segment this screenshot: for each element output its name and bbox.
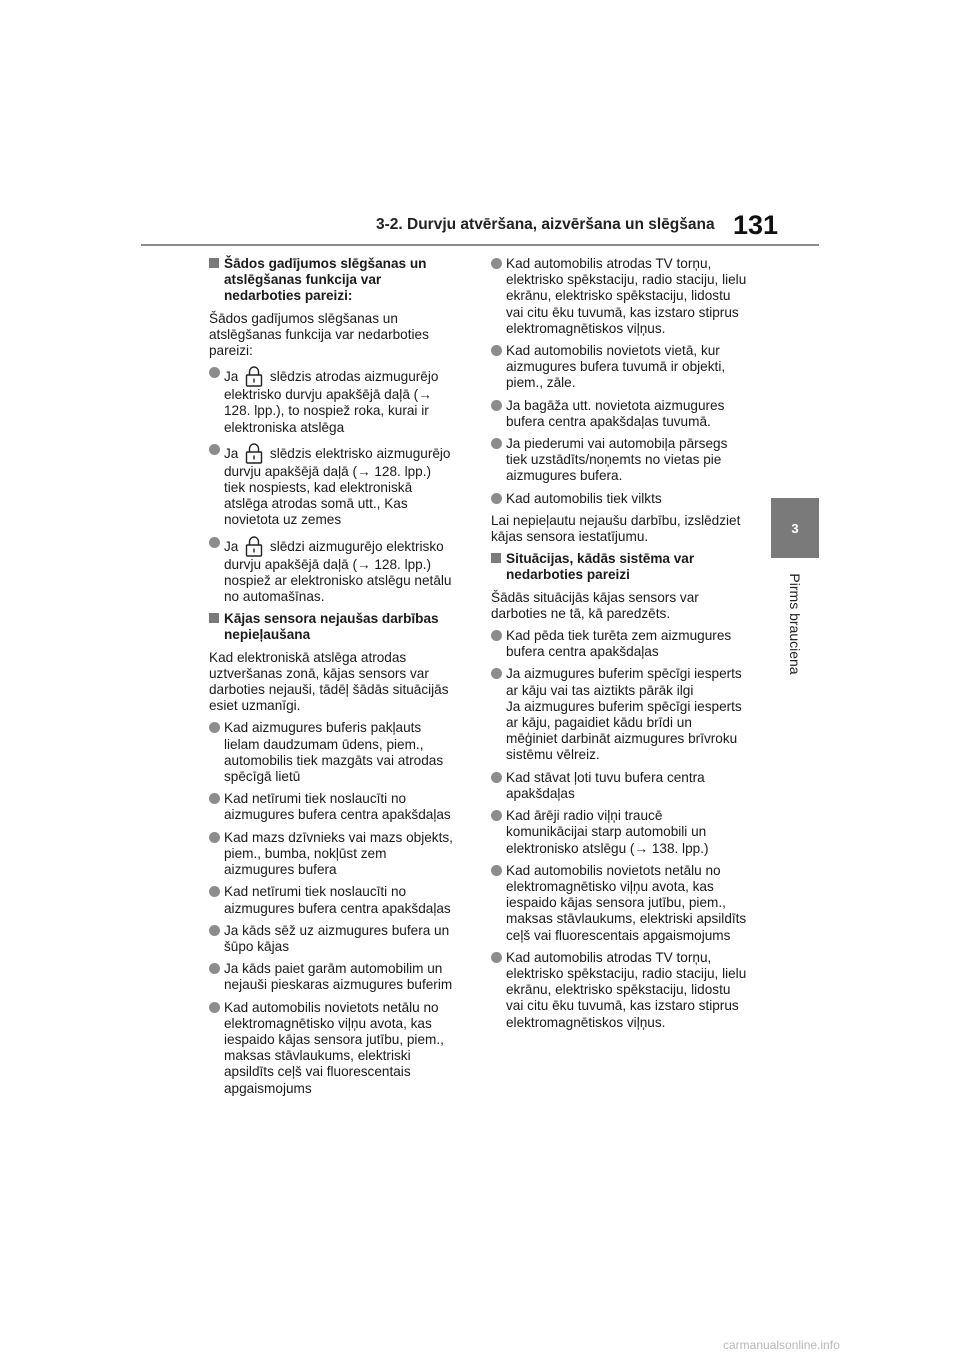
list-item: Kad ārēji radio viļņi traucē komunikācijai starp automobili un elektronisko atslēgu (→ 138. lpp.) bbox=[491, 808, 747, 857]
list-item: Kad automobilis novietots netālu no elektromagnētisko viļņu avota, kas iespaido kājas sensora jutību, piem., maksas stāvlaukums, elektriski apsildīts ceļš vai fluorescentais apgaismojums bbox=[491, 863, 747, 944]
chapter-label: Pirms brauciena bbox=[787, 573, 803, 675]
paragraph: Lai nepieļautu nejaušu darbību, izslēdziet kājas sensora iestatījumu. bbox=[491, 512, 741, 545]
bullet-dot-icon bbox=[491, 772, 502, 783]
bullet-dot-icon bbox=[491, 400, 502, 411]
bullet-dot-icon bbox=[209, 367, 220, 378]
bullet-dot-icon bbox=[491, 345, 502, 356]
section-title: 3-2. Durvju atvēršana, aizvēršana un slēgšana bbox=[376, 216, 715, 233]
bullet-dot-icon bbox=[491, 630, 502, 641]
section-heading: Kājas sensora nejaušas darbības nepieļaušana bbox=[209, 611, 455, 643]
bullet-dot-icon bbox=[209, 832, 220, 843]
list-item: Ja slēdzis atrodas aizmugurējo elektrisko durvju apakšējā daļā (→ 128. lpp.), to nospiež roka, kurai ir elektroniska atslēga bbox=[209, 365, 455, 436]
list-item: Ja bagāža utt. novietota aizmugures bufera centra apakšdaļas tuvumā. bbox=[491, 398, 747, 430]
chapter-tab bbox=[771, 498, 819, 558]
page-number: 131 bbox=[733, 210, 779, 240]
right-column bbox=[491, 256, 747, 1037]
list-item: Kad automobilis atrodas TV torņu, elektrisko spēkstaciju, radio staciju, lielu ekrānu, elektrisko spēkstaciju, lidostu vai citu ēku tuvumā, kas izstaro stiprus elektromagnētiskos viļņus. bbox=[491, 256, 747, 337]
left-column bbox=[209, 256, 455, 1103]
bullet-dot-icon bbox=[209, 963, 220, 974]
watermark: carmanualsonline.info bbox=[723, 1338, 840, 1352]
list-item: Kad pēda tiek turēta zem aizmugures bufera centra apakšdaļas bbox=[491, 628, 747, 660]
bullet-dot-icon bbox=[491, 258, 502, 269]
gray-square-icon bbox=[209, 613, 219, 623]
paragraph: Šādās situācijās kājas sensors var darboties ne tā, kā paredzēts. bbox=[491, 589, 699, 621]
list-item: Ja piederumi vai automobiļa pārsegs tiek uzstādīts/noņemts no vietas pie aizmugures bufera. bbox=[491, 436, 747, 485]
list-item: Kad automobilis novietots netālu no elektromagnētisko viļņu avota, kas iespaido kājas sensora jutību, piem., maksas stāvlaukums, elektriski apsildīts ceļš vai fluorescentais apgaismojums bbox=[209, 1000, 455, 1097]
section-heading: Šādos gadījumos slēgšanas un atslēgšanas funkcija var nedarboties pareizi: bbox=[209, 256, 455, 305]
lock-icon bbox=[245, 535, 263, 557]
list-item: Ja slēdzis elektrisko aizmugurējo durvju apakšējā daļā (→ 128. lpp.) tiek nospiests, kad elektroniskā atslēga atrodas somā utt., Kas novietota uz zemes bbox=[209, 442, 455, 529]
list-item: Kad aizmugures buferis pakļauts lielam daudzumam ūdens, piem., automobilis tiek mazgāts vai atrodas spēcīgā lietū bbox=[209, 720, 455, 785]
bullet-dot-icon bbox=[209, 1002, 220, 1013]
bullet-dot-icon bbox=[209, 925, 220, 936]
paragraph: Kad elektroniskā atslēga atrodas uztveršanas zonā, kājas sensors var darboties nejauši, tādēļ šādās situācijās esiet uzmanīgi. bbox=[209, 649, 449, 714]
bullet-dot-icon bbox=[209, 722, 220, 733]
header-divider bbox=[141, 244, 819, 246]
list-item: Ja slēdzi aizmugurējo elektrisko durvju apakšējā daļā (→ 128. lpp.) nospiež ar elektronisko atslēgu netālu no automašīnas. bbox=[209, 535, 455, 606]
bullet-dot-icon bbox=[491, 810, 502, 821]
list-item: Kad automobilis tiek vilkts bbox=[491, 491, 747, 507]
lock-icon bbox=[245, 365, 263, 387]
list-item: Kad netīrumi tiek noslaucīti no aizmugures bufera centra apakšdaļas bbox=[209, 884, 455, 916]
list-item: Ja kāds sēž uz aizmugures bufera un šūpo kājas bbox=[209, 923, 455, 955]
list-item: Kad stāvat ļoti tuvu bufera centra apakšdaļas bbox=[491, 770, 747, 802]
list-item: Kad netīrumi tiek noslaucīti no aizmugures bufera centra apakšdaļas bbox=[209, 791, 455, 823]
list-item: Ja kāds paiet garām automobilim un nejauši pieskaras aizmugures buferim bbox=[209, 961, 455, 993]
bullet-dot-icon bbox=[209, 537, 220, 548]
bullet-dot-icon bbox=[209, 886, 220, 897]
bullet-dot-icon bbox=[491, 493, 502, 504]
section-heading: Situācijas, kādās sistēma var nedarboties pareizi bbox=[491, 551, 747, 583]
bullet-dot-icon bbox=[491, 438, 502, 449]
list-item: Ja aizmugures buferim spēcīgi iesperts ar kāju vai tas aiztikts pārāk ilgi Ja aizmugures buferim spēcīgi iesperts ar kāju, pagaidiet kādu brīdi un mēģiniet darbināt aizmugures brīvroku sistēmu vēlreiz. bbox=[491, 666, 747, 763]
gray-square-icon bbox=[209, 258, 219, 268]
bullet-dot-icon bbox=[209, 444, 220, 455]
list-item: Kad mazs dzīvnieks vai mazs objekts, piem., bumba, nokļūst zem aizmugures bufera bbox=[209, 830, 455, 879]
gray-square-icon bbox=[491, 553, 501, 563]
bullet-dot-icon bbox=[491, 865, 502, 876]
bullet-dot-icon bbox=[209, 793, 220, 804]
list-item: Kad automobilis novietots vietā, kur aizmugures bufera tuvumā ir objekti, piem., zāle. bbox=[491, 343, 747, 392]
list-item: Kad automobilis atrodas TV torņu, elektrisko spēkstaciju, radio staciju, lielu ekrānu, elektrisko spēkstaciju, lidostu vai citu ēku tuvumā, kas izstaro stiprus elektromagnētiskos viļņus. bbox=[491, 950, 747, 1031]
bullet-dot-icon bbox=[491, 668, 502, 679]
lock-icon bbox=[245, 442, 263, 464]
paragraph: Šādos gadījumos slēgšanas un atslēgšanas funkcija var nedarboties pareizi: bbox=[209, 310, 429, 359]
chapter-number: 3 bbox=[791, 520, 799, 536]
bullet-dot-icon bbox=[491, 952, 502, 963]
